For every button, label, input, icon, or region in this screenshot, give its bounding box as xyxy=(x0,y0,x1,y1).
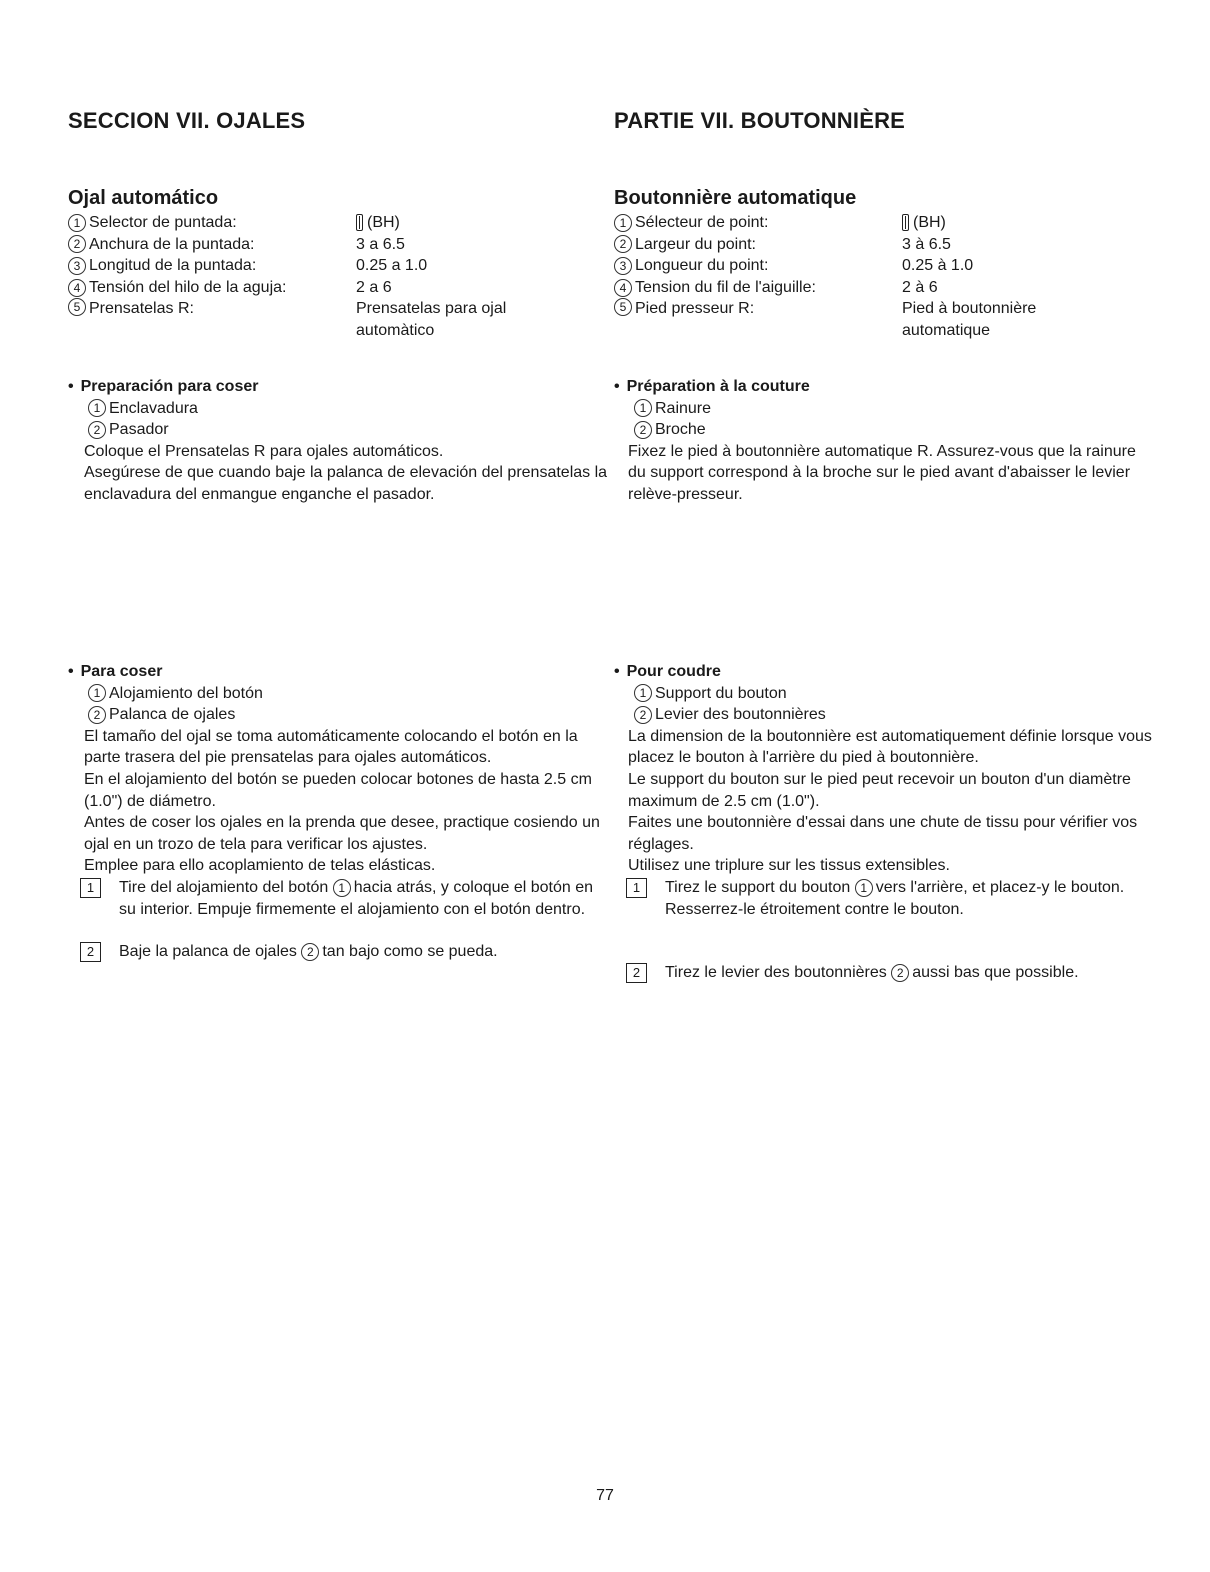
step-1: 1 Tire del alojamiento del botón 1 hacia atrás, y coloque el botón en su interior. Empuje firmemente el alojamiento con el botón dentro. xyxy=(68,877,608,920)
number-circle-icon: 1 xyxy=(88,684,106,702)
paragraph: Le support du bouton sur le pied peut recevoir un bouton d'un diamètre maximum de 2.5 cm (1.0"). xyxy=(628,770,1131,810)
settings-list xyxy=(68,212,598,342)
step-2: 2 Baje la palanca de ojales 2 tan bajo como se pueda. xyxy=(68,941,608,963)
bullet-icon: • xyxy=(614,663,620,680)
number-circle-icon: 2 xyxy=(301,943,319,961)
setting-label: Prensatelas R: xyxy=(89,300,194,318)
step-number-box: 2 xyxy=(80,942,101,962)
number-circle-icon: 1 xyxy=(634,399,652,417)
setting-label: Longueur du point: xyxy=(635,257,769,275)
setting-label: Sélecteur de point: xyxy=(635,214,769,231)
paragraph: Coloque el Prensatelas R para ojales automáticos. xyxy=(84,442,444,460)
subsection-title: Ojal automático xyxy=(68,187,219,209)
paragraph: Utilisez une triplure sur les tissus extensibles. xyxy=(628,857,950,875)
sew-heading: Para coser xyxy=(80,663,163,680)
number-circle-icon: 1 xyxy=(634,684,652,702)
setting-label: Tensión del hilo de la aguja: xyxy=(89,278,287,296)
setting-value: 0.25 a 1.0 xyxy=(356,257,428,275)
paragraph: Fixez le pied à boutonnière automatique R. Assurez-vous que la rainure du support correspond à la broche sur le pied avant d'abaisser le levier relève-presseur. xyxy=(628,442,1136,503)
setting-row xyxy=(614,234,1144,256)
setting-value: 3 à 6.5 xyxy=(902,235,951,253)
number-circle-icon: 4 xyxy=(68,279,86,297)
paragraph: La dimension de la boutonnière est automatiquement définie lorsque vous placez le bouton à l'arrière du pied à boutonnière. xyxy=(628,727,1152,767)
setting-row xyxy=(614,298,1144,341)
setting-row xyxy=(68,255,598,277)
page-number: 77 xyxy=(596,1487,614,1504)
number-circle-icon: 2 xyxy=(88,421,106,439)
part-label: 1 Alojamiento del botón xyxy=(68,683,608,705)
part-label: 1 Rainure xyxy=(614,398,1154,420)
bullet-icon: • xyxy=(68,663,74,680)
sew-section xyxy=(68,661,608,963)
buttonhole-stitch-icon xyxy=(356,214,363,231)
number-circle-icon: 1 xyxy=(88,399,106,417)
number-circle-icon: 2 xyxy=(88,706,106,724)
setting-label: Largeur du point: xyxy=(635,235,756,253)
setting-label: Tension du fil de l'aiguille: xyxy=(635,278,816,296)
setting-row xyxy=(614,277,1144,299)
paragraph: Asegúrese de que cuando baje la palanca de elevación del prensatelas la enclavadura del enmangue enganche el pasador. xyxy=(84,464,608,503)
setting-label: Selector de puntada: xyxy=(89,214,237,231)
section-title: SECCION VII. OJALES xyxy=(68,108,306,133)
prep-heading: Preparación para coser xyxy=(80,378,259,395)
number-circle-icon: 2 xyxy=(68,235,86,253)
setting-value: 0.25 à 1.0 xyxy=(902,257,974,275)
number-circle-icon: 4 xyxy=(614,279,632,297)
setting-value: Pied à boutonnière automatique xyxy=(902,300,1037,339)
setting-row xyxy=(68,277,598,299)
sew-section xyxy=(614,661,1154,984)
number-circle-icon: 3 xyxy=(68,257,86,275)
part-label: 2 Levier des boutonnières xyxy=(614,704,1154,726)
setting-label: Longitud de la puntada: xyxy=(89,257,257,275)
setting-value: (BH) xyxy=(367,214,400,231)
sew-heading: Pour coudre xyxy=(626,663,721,680)
paragraph: Emplee para ello acoplamiento de telas elásticas. xyxy=(84,857,436,875)
number-circle-icon: 1 xyxy=(614,214,632,232)
setting-value: (BH) xyxy=(913,214,946,231)
part-label: 2 Palanca de ojales xyxy=(68,704,608,726)
paragraph: El tamaño del ojal se toma automáticamente colocando el botón en la parte trasera del pie prensatelas para ojales automáticos. xyxy=(84,727,578,767)
number-circle-icon: 2 xyxy=(614,235,632,253)
step-1: 1 Tirez le support du bouton 1 vers l'arrière, et placez-y le bouton. Resserrez-le étroitement contre le bouton. xyxy=(614,877,1154,920)
paragraph: Faites une boutonnière d'essai dans une chute de tissu pour vérifier vos réglages. xyxy=(628,814,1138,853)
number-circle-icon: 2 xyxy=(891,964,909,982)
setting-label: Anchura de la puntada: xyxy=(89,235,255,253)
number-circle-icon: 1 xyxy=(68,214,86,232)
setting-row xyxy=(614,212,1144,234)
prep-heading: Préparation à la couture xyxy=(626,378,810,395)
number-circle-icon: 2 xyxy=(634,706,652,724)
setting-value: 2 à 6 xyxy=(902,278,938,296)
settings-list xyxy=(614,212,1144,342)
part-label: 2 Broche xyxy=(614,419,1154,441)
paragraph: En el alojamiento del botón se pueden colocar botones de hasta 2.5 cm (1.0") de diámetro. xyxy=(84,770,592,810)
number-circle-icon: 2 xyxy=(634,421,652,439)
prep-section xyxy=(68,376,608,506)
setting-row xyxy=(68,234,598,256)
bullet-icon: • xyxy=(614,378,620,395)
part-label: 2 Pasador xyxy=(68,419,608,441)
step-2: 2 Tirez le levier des boutonnières 2 aussi bas que possible. xyxy=(614,962,1154,984)
step-number-box: 1 xyxy=(80,878,101,898)
step-number-box: 1 xyxy=(626,878,647,898)
step-number-box: 2 xyxy=(626,963,647,983)
setting-value: Prensatelas para ojal automàtico xyxy=(356,300,507,339)
number-circle-icon: 5 xyxy=(68,298,86,316)
part-label: 1 Enclavadura xyxy=(68,398,608,420)
section-title: PARTIE VII. BOUTONNIÈRE xyxy=(614,108,906,133)
setting-row xyxy=(68,298,598,341)
buttonhole-stitch-icon xyxy=(902,214,909,231)
bullet-icon: • xyxy=(68,378,74,395)
setting-value: 3 a 6.5 xyxy=(356,235,405,253)
part-label: 1 Support du bouton xyxy=(614,683,1154,705)
subsection-title: Boutonnière automatique xyxy=(614,187,857,209)
number-circle-icon: 5 xyxy=(614,298,632,316)
number-circle-icon: 1 xyxy=(855,879,873,897)
prep-section xyxy=(614,376,1154,506)
setting-label: Pied presseur R: xyxy=(635,300,755,318)
setting-row xyxy=(68,212,598,234)
number-circle-icon: 1 xyxy=(333,879,351,897)
number-circle-icon: 3 xyxy=(614,257,632,275)
paragraph: Antes de coser los ojales en la prenda que desee, practique cosiendo un ojal en un trozo de tela para verificar los ajustes. xyxy=(84,814,600,853)
setting-row xyxy=(614,255,1144,277)
setting-value: 2 a 6 xyxy=(356,278,392,296)
